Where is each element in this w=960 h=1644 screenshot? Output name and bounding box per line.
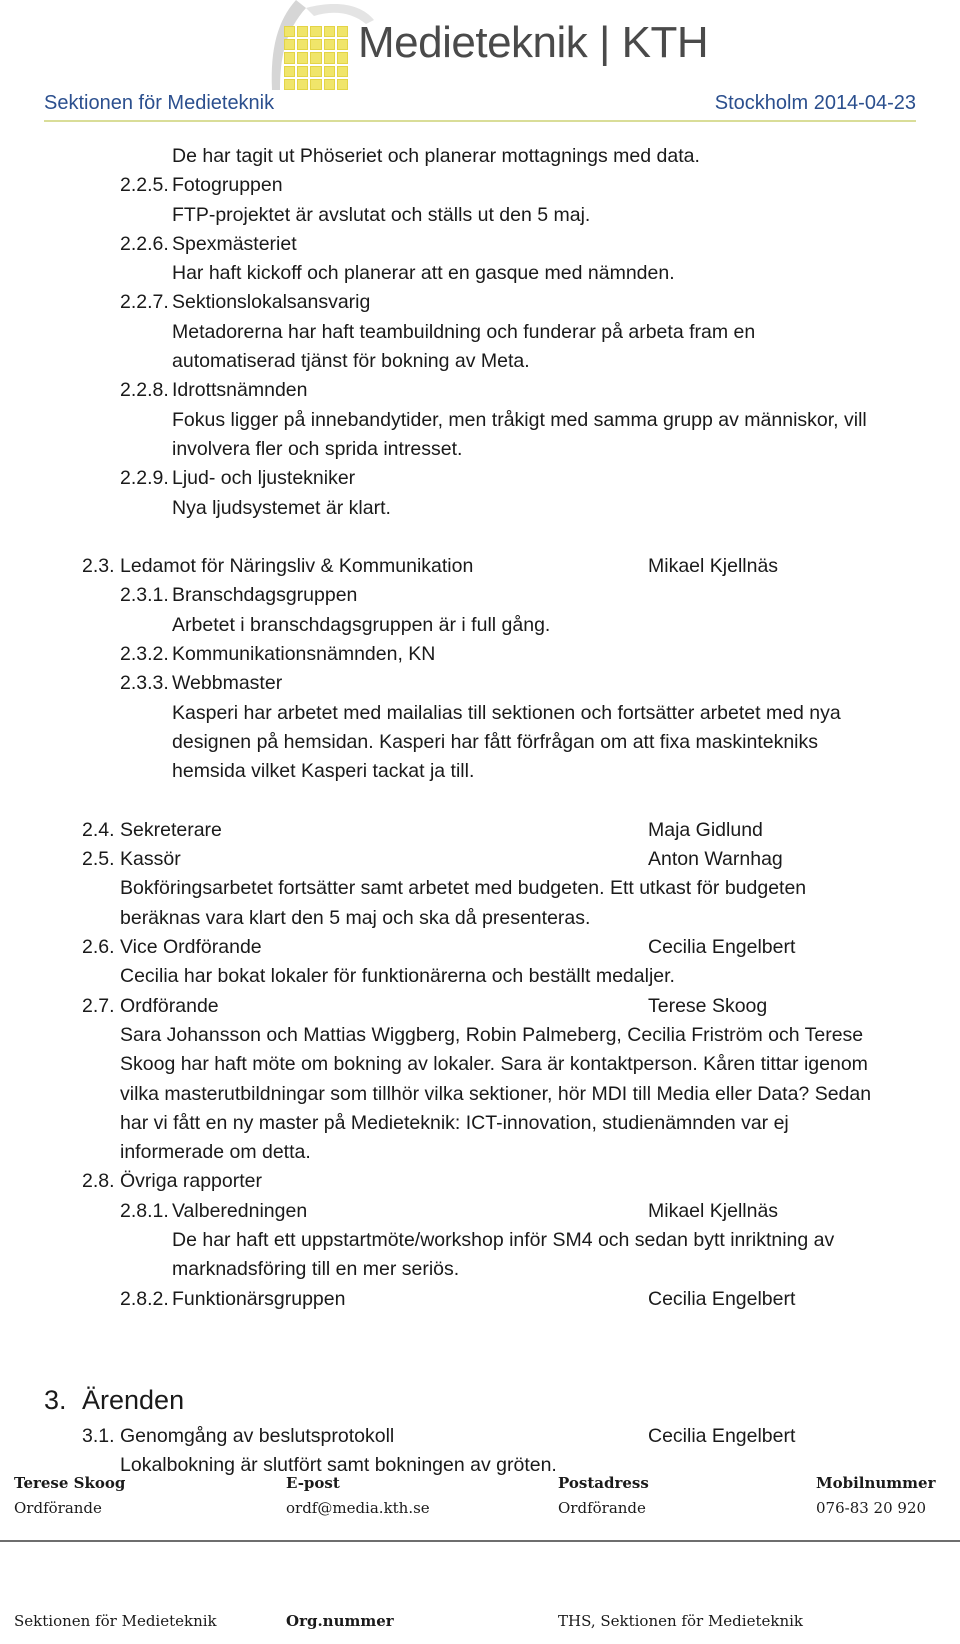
item-title: Valberedningen [172,1199,308,1222]
numbered-item [0,992,960,1021]
footer-divider [0,1540,960,1542]
footer-email-label: E-post [286,1474,340,1492]
numbered-item [0,464,960,493]
item-body: Kasperi har arbetet med mailalias till sektionen och fortsätter arbetet med nya [172,701,841,724]
item-text [0,1050,960,1079]
item-text [0,962,960,991]
item-text [0,435,960,464]
item-body: Metadorerna har haft teambuildning och funderar på arbeta fram en [172,320,756,343]
item-title: Övriga rapporter [120,1170,262,1193]
item-number: 2.8. [82,1170,115,1193]
responsible-person: Anton Warnhag [648,848,783,871]
section-title: Ärenden [82,1384,185,1415]
item-text [0,494,960,523]
item-body: Nya ljudsystemet är klart. [172,496,391,519]
item-text [0,1226,960,1255]
spacer [0,787,960,816]
footer-orgnr-label: Org.nummer [286,1612,394,1630]
item-text [0,406,960,435]
item-text [0,347,960,376]
item-text [0,699,960,728]
logo [266,0,709,96]
item-body: hemsida vilket Kasperi tackat ja till. [172,760,475,783]
item-body: FTP-projektet är avslutat och ställs ut den 5 maj. [172,203,591,226]
numbered-item [0,845,960,874]
item-body: har vi fått en ny master på Medieteknik: ICT-innovation, studienämnden var ej [120,1111,789,1134]
numbered-item [0,933,960,962]
item-text [0,874,960,903]
spacer [0,1314,960,1378]
item-body: automatiserad tjänst för bokning av Meta. [172,350,530,373]
footer-org: THS, Sektionen för Medieteknik [558,1612,804,1630]
responsible-person: Mikael Kjellnäs [648,1199,779,1222]
footer-address-label: Postadress [558,1474,649,1492]
item-body: Fokus ligger på innebandytider, men tråkigt med samma grupp av människor, vill [172,408,867,431]
footer-section: Sektionen för Medieteknik [14,1612,217,1630]
numbered-item [0,1197,960,1226]
item-number: 2.3.2. [120,643,169,666]
section-heading [0,1378,960,1422]
footer-email[interactable]: ordf@media.kth.se [286,1499,430,1517]
item-body: Skoog har haft möte om bokning av lokaler. Sara är kontaktperson. Kåren tittar igenom [120,1053,868,1076]
item-text [0,259,960,288]
item-text [0,1109,960,1138]
item-number: 3.1. [82,1424,115,1447]
item-title: Branschdagsgruppen [172,584,358,607]
numbered-item [0,816,960,845]
item-text [0,1255,960,1284]
logo-grid-icon [284,26,348,90]
header-place-date: Stockholm 2014-04-23 [714,92,916,114]
item-number: 2.8.1. [120,1199,169,1222]
item-title: Funktionärsgruppen [172,1287,346,1310]
responsible-person: Cecilia Engelbert [648,936,796,959]
numbered-item [0,1285,960,1314]
numbered-item [0,581,960,610]
item-number: 2.5. [82,848,115,871]
item-text [0,201,960,230]
footer-phone: 076-83 20 920 [816,1499,927,1517]
numbered-item [0,640,960,669]
item-number: 2.4. [82,818,115,841]
item-body: De har tagit ut Phöseriet och planerar mottagnings med data. [172,145,700,167]
responsible-person: Mikael Kjellnäs [648,555,779,578]
responsible-person: Cecilia Engelbert [648,1287,796,1310]
item-number: 2.3. [82,555,115,578]
spacer [0,523,960,552]
numbered-item [0,552,960,581]
item-number: 2.2.8. [120,379,169,402]
item-title: Spexmästeriet [172,232,297,255]
item-text [0,904,960,933]
numbered-item [0,230,960,259]
item-title: Kommunikationsnämnden, KN [172,643,436,666]
numbered-item [0,669,960,698]
item-text [0,611,960,640]
item-body: designen på hemsidan. Kasperi har fått förfrågan om att fixa maskintekniks [172,730,819,753]
item-title: Vice Ordförande [120,936,262,959]
item-text [0,1021,960,1050]
item-body: beräknas vara klart den 5 maj och ska då presenteras. [120,906,591,929]
item-title: Sektionslokalsansvarig [172,291,371,314]
responsible-person: Terese Skoog [648,994,768,1017]
item-title: Kassör [120,848,181,871]
item-body: informerade om detta. [120,1141,311,1164]
item-number: 2.2.5. [120,174,169,197]
item-body: Lokalbokning är slutfört samt bokningen av gröten. [120,1454,557,1477]
item-title: Fotogruppen [172,174,283,197]
item-body: Har haft kickoff och planerar att en gasque med nämnden. [172,262,675,285]
item-body: De har haft ett uppstartmöte/workshop inför SM4 och sedan bytt inriktning av [172,1228,835,1251]
document-body [0,142,960,1480]
numbered-item [0,1167,960,1196]
item-text [0,142,960,171]
responsible-person: Maja Gidlund [648,818,763,841]
item-body: vilka masterutbildningar som tillhör vilka sektioner, hör MDI till Media eller Data? Sedan [120,1082,872,1105]
header-divider [44,120,916,122]
section-number: 3. [44,1384,67,1415]
item-text [0,1138,960,1167]
item-number: 2.2.9. [120,467,169,490]
numbered-item [0,288,960,317]
item-title: Idrottsnämnden [172,379,308,402]
item-title: Ordförande [120,994,219,1017]
header-section-name: Sektionen för Medieteknik [44,92,275,114]
item-text [0,1080,960,1109]
responsible-person: Cecilia Engelbert [648,1424,796,1447]
footer-phone-label: Mobilnummer [816,1474,936,1492]
numbered-item [0,1422,960,1451]
item-text [0,318,960,347]
item-number: 2.2.6. [120,232,169,255]
item-number: 2.8.2. [120,1287,169,1310]
item-title: Sekreterare [120,818,222,841]
item-title: Ljud- och ljustekniker [172,467,356,490]
item-title: Webbmaster [172,672,283,695]
item-body: involvera fler och sprida intresset. [172,437,463,460]
numbered-item [0,376,960,405]
footer-address: Ordförande [558,1499,646,1517]
footer-name: Terese Skoog [14,1474,126,1492]
item-number: 2.6. [82,936,115,959]
item-number: 2.3.3. [120,672,169,695]
item-text [0,757,960,786]
item-body: Bokföringsarbetet fortsätter samt arbetet med budgeten. Ett utkast för budgeten [120,877,807,900]
item-body: Cecilia har bokat lokaler för funktionärerna och beställt medaljer. [120,965,675,988]
item-number: 2.2.7. [120,291,169,314]
item-title: Ledamot för Näringsliv & Kommunikation [120,555,474,578]
footer-role: Ordförande [14,1499,102,1517]
logo-text: Medieteknik | KTH [358,18,709,67]
item-number: 2.3.1. [120,584,169,607]
item-title: Genomgång av beslutsprotokoll [120,1424,395,1447]
item-body: Arbetet i branschdagsgruppen är i full gång. [172,613,551,636]
item-body: marknadsföring till en mer seriös. [172,1258,460,1281]
item-body: Sara Johansson och Mattias Wiggberg, Robin Palmeberg, Cecilia Friström och Terese [120,1023,864,1046]
numbered-item [0,171,960,200]
item-text [0,728,960,757]
item-number: 2.7. [82,994,115,1017]
